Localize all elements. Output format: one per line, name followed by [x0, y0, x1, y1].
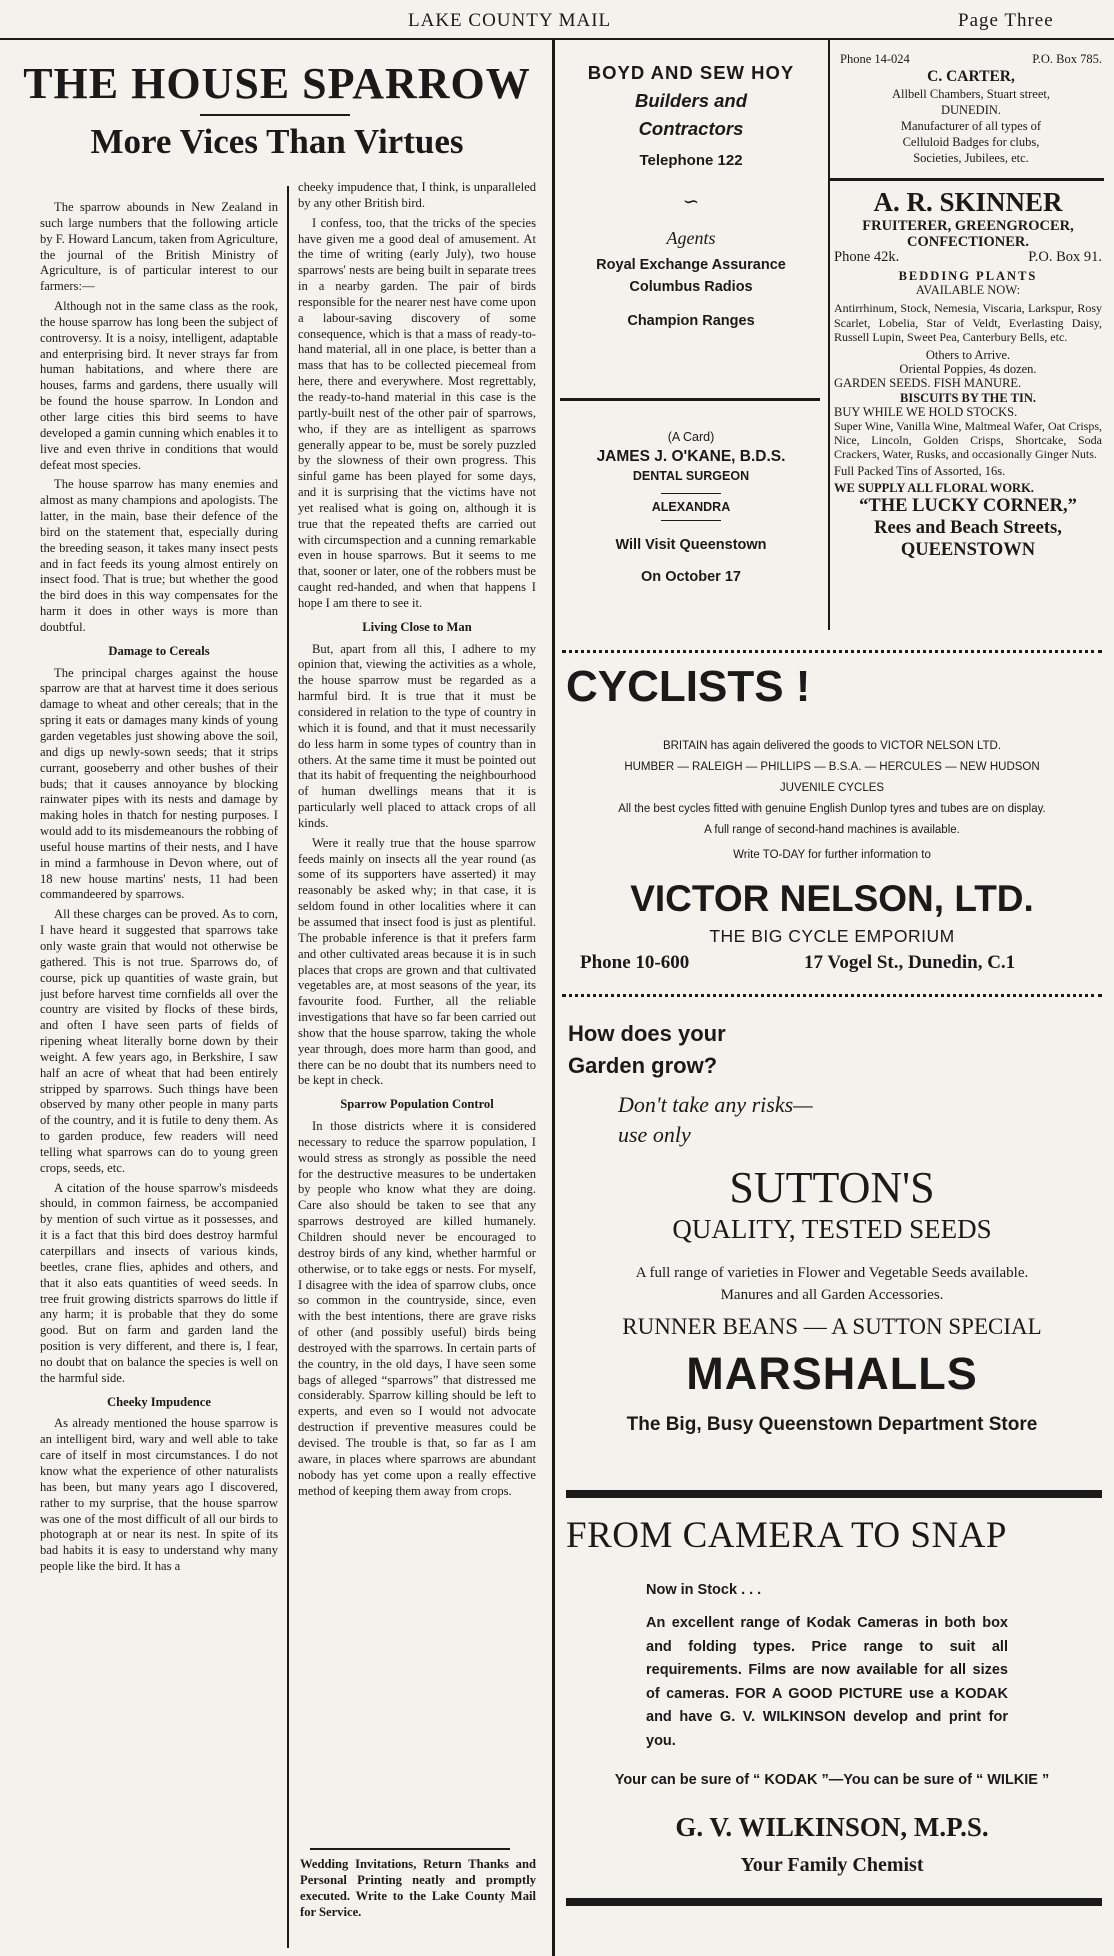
- printing-notice: Wedding Invitations, Return Thanks and Personal Printing neatly and promptly executed. Write to the Lake County Mail for Service.: [300, 1857, 536, 1919]
- okane-card: [556, 430, 826, 585]
- subheading-damage-to-cereals: Damage to Cereals: [108, 643, 210, 658]
- plant-list: Antirrhinum, Stock, Nemesia, Viscaria, Larkspur, Rosy Scarlet, Lobelia, Star of Veldt, Everlasting Daisy, Russell Lupin, Sweet Pea, Canterbury Bells, etc.: [834, 301, 1102, 344]
- available-now: AVAILABLE NOW:: [915, 283, 1021, 298]
- carter-address: Allbell Chambers, Stuart street,: [892, 87, 1050, 101]
- suttons-name: SUTTON'S: [729, 1163, 935, 1212]
- boyd-line-2: Contractors: [638, 118, 744, 139]
- agency-1: Royal Exchange Assurance: [596, 257, 786, 273]
- dentist-role: DENTAL SURGEON: [632, 469, 750, 483]
- paragraph: A citation of the house sparrow's misdeeds should, in common fairness, be accompanied by mention of such virtue as it possesses, and it is a fact that this bird does destroy harmful caterpillars and insects of various kinds, beetles, crane flies, aphides and others, and that it also eats quantities of weed seeds. In tree fruit growing districts sparrows do little if any harm; it is probable that they do some good. But on farm and garden land the position is very different, and there is, I fear, no doubt that on balance the species is well on the harmful side.: [40, 1180, 278, 1385]
- page-number: Page Three: [958, 10, 1054, 31]
- subheading-living-close-to-man: Living Close to Man: [362, 619, 472, 634]
- skinner-line: WE SUPPLY ALL FLORAL WORK.: [834, 480, 1034, 495]
- boyd-rule: [560, 398, 820, 401]
- skinner-line: GARDEN SEEDS. FISH MANURE.: [834, 376, 1022, 391]
- article-column-2: [298, 180, 536, 1840]
- suttons-desc-1: A full range of varieties in Flower and Vegetable Seeds available.: [635, 1265, 1029, 1281]
- suttons-desc-2: Manures and all Garden Accessories.: [720, 1287, 944, 1303]
- risk-line-1: Don't take any risks—: [618, 1092, 813, 1117]
- cyclists-line: BRITAIN has again delivered the goods to VICTOR NELSON LTD.: [662, 740, 1002, 752]
- cyclists-heading: CYCLISTS !: [566, 662, 811, 711]
- cycle-emporium: THE BIG CYCLE EMPORIUM: [709, 926, 955, 946]
- garden-question: [568, 1018, 726, 1082]
- carter-ad: [840, 52, 1102, 166]
- dentist-place: ALEXANDRA: [651, 500, 731, 514]
- subheading-cheeky-impudence: Cheeky Impudence: [107, 1394, 211, 1409]
- biscuit-list: Super Wine, Vanilla Wine, Maltmeal Wafer, Oat Crisps, Nice, Lincoln, Golden Crisps, Shortcake, Soda Crackers, Water, Rusks, and occasionally Ginger Nuts.: [834, 419, 1102, 462]
- risk-line: [618, 1090, 813, 1150]
- paragraph: As already mentioned the house sparrow is an intelligent bird, wary and well able to take care of itself in most circumstances. I do not know what the experience of other naturalists has been, but many years ago I discovered, rather to my surprise, that the house sparrow was one of the most difficult of all our birds to photograph at or near its nest. In spite of its bad habits it is easy to understand why many people like the bird. It has a: [40, 1416, 278, 1574]
- skinner-town: QUEENSTOWN: [900, 540, 1036, 561]
- carter-name: C. CARTER,: [927, 68, 1015, 85]
- paragraph: The sparrow abounds in New Zealand in such large numbers that the following article by F. Howard Lancum, taken from Agriculture, the journal of the British Ministry of Agriculture, is of particular interest to our farmers:—: [40, 200, 278, 294]
- victor-phone: Phone 10-600: [580, 952, 690, 973]
- thick-rule: [566, 1898, 1102, 1906]
- now-in-stock: Now in Stock . . .: [646, 1582, 762, 1598]
- cyclists-brands: HUMBER — RALEIGH — PHILLIPS — B.S.A. — HERCULES — NEW HUDSON: [624, 761, 1040, 773]
- paragraph: In those districts where it is considered necessary to reduce the sparrow population, I would stress as strongly as possible the need for the destructive measures to be undertaken by people who know what they are doing. Care also should be taken to see that any sparrows destroyed are killed humanely. Children should never be encouraged to destroy birds of any kind, whether harmful or otherwise, or to take eggs or nests. For myself, I disagree with the idea of sparrow clubs, once so common in the countryside, since, even with the best intentions, there are grave risks of other (and possibly useful) birds being destroyed with the sparrows. In certain parts of the country, in the old days, I have seen some bags of alleged “sparrows” that distressed me considerably. Sparrow killing should be left to experts, and even so I would not advocate destruction if preventive measures could be devised. The trouble is that, so far as I am aware, in places where sparrows are abundant nobody has yet come upon a really effective method of keeping them away from crops.: [298, 1119, 536, 1498]
- paragraph: The principal charges against the house sparrow are that at harvest time it does serious damage to wheat and other cereals; that in the spring it eats or damages many kinds of young garden vegetables just showing above the soil, and digs up newly-sown seeds; that it strips currant, gooseberry and other bushes of their buds; that it causes annoyance by blocking rainwater pipes with its nests and damage by making holes in thatch for nesting purposes. I would add to its misdemeanours the robbing of useful house martins of their nests, and I have in mind a farmhouse in Devon where, out of 18 new house martins' nests, 11 had been commandeered by sparrows.: [40, 665, 278, 902]
- visit-line: Will Visit Queenstown: [615, 537, 767, 553]
- marshalls-name: MARSHALLS: [686, 1348, 978, 1399]
- carter-box: P.O. Box 785.: [1032, 52, 1102, 66]
- header-rule: [0, 38, 1114, 40]
- column-rule: [287, 186, 289, 1948]
- boyd-telephone: Telephone 122: [639, 152, 743, 169]
- boyd-name: BOYD AND SEW HOY: [587, 62, 795, 83]
- card-divider: [661, 520, 721, 521]
- ad-column-rule: [828, 40, 830, 630]
- paragraph: Were it really true that the house sparrow feeds mainly on insects all the year round (as some of its supporters have asserted) it may reasonably be asked why; in that case, it is seldom found in other localities where it can be assumed that insect food is just as plentiful. The probable inference is that it prefers farm and other cultivated areas because it is in such places that crops are grown and that cultivated vegetables are, at most seasons of the year, its favourite food. Further, all the reliable investigations that have so far been carried out show that the house sparrow, taking the whole year through, does more harm than good, and there can be no doubt that its numbers need to be kept in check.: [298, 835, 536, 1088]
- victor-nelson-name: VICTOR NELSON, LTD.: [630, 878, 1034, 919]
- paragraph: Although not in the same class as the rook, the house sparrow has long been the subject of controversy. It is a noisy, intelligent, adaptable and enterprising bird. It never strays far from human habitations, and where there are houses, farms and gardens, there usually will be found the house sparrow. In London and other large cities this bird seems to have developed a gamin cunning which enables it to live and even thrive in conditions that would defeat most species.: [40, 299, 278, 472]
- skinner-line: Oriental Poppies, 4s dozen.: [899, 362, 1037, 377]
- skinner-line: BUY WHILE WE HOLD STOCKS.: [834, 404, 1018, 419]
- cyclists-line: A full range of second-hand machines is available.: [704, 824, 960, 836]
- notice-rule: [310, 1848, 510, 1850]
- question-line-2: Garden grow?: [568, 1053, 718, 1078]
- paragraph: All these charges can be proved. As to corn, I have heard it suggested that sparrows take only waste grain that would not otherwise be gathered. This is not true. Sparrows do, of course, pick up quantities of waste grain, but just before harvest time cornfields all over the country are visited by flocks of these birds, and often I have seen parts of fields of ripening wheat literally borne down by their weight. A few years ago, in Berkshire, I saw half an acre of wheat that had been entirely stripped by sparrows. Such things have been observed by many other people in many parts of the country, and it is futile to deny them. As to garden produce, few readers will need telling what sparrows can do to young green crops, seeds, etc.: [40, 907, 278, 1175]
- article-title: THE HOUSE SPARROW: [23, 59, 531, 108]
- skinner-line: Others to Arrive.: [925, 348, 1011, 363]
- skinner-phone: Phone 42k.: [834, 249, 900, 265]
- subheading-population-control: Sparrow Population Control: [340, 1097, 494, 1112]
- paragraph: But, apart from all this, I adhere to my opinion that, viewing the activities as a whole, the house sparrow must be regarded as a harmful bird. It is true that it must be considered in relation to the type of country in which it is found, and that it must necessarily do less harm in some types of country than in others. At the same time it must be pointed out that its habit of frequenting the neighbourhood of human dwellings means that it is particularly well placed to attack crops of all kinds.: [298, 641, 536, 830]
- dentist-name: JAMES J. O'KANE, B.D.S.: [596, 448, 786, 465]
- carter-phone: Phone 14-024: [840, 52, 910, 66]
- dotted-rule: [562, 650, 1102, 653]
- wilkinson-name: G. V. WILKINSON, M.P.S.: [675, 1812, 989, 1842]
- marshalls-tagline: The Big, Busy Queenstown Department Store: [626, 1414, 1038, 1435]
- bedding-plants: BEDDING PLANTS: [898, 269, 1038, 283]
- victor-address: 17 Vogel St., Dunedin, C.1: [804, 952, 1016, 973]
- thick-rule: [566, 1490, 1102, 1498]
- lucky-corner: “THE LUCKY CORNER,”: [859, 496, 1077, 517]
- title-divider: [200, 114, 350, 116]
- skinner-trade: CONFECTIONER.: [906, 234, 1030, 250]
- suttons-tagline: QUALITY, TESTED SEEDS: [672, 1214, 992, 1244]
- wilkinson-role: Your Family Chemist: [740, 1854, 924, 1876]
- be-sure-line: Your can be sure of “ KODAK ”—You can be sure of “ WILKIE ”: [614, 1772, 1050, 1788]
- cyclists-line: All the best cycles fitted with genuine English Dunlop tyres and tubes are on display.: [618, 803, 1046, 815]
- agency-2: Columbus Radios: [629, 279, 753, 295]
- cyclists-body: [562, 736, 1102, 866]
- boyd-agents: Agents: [666, 228, 716, 248]
- card-label: (A Card): [667, 430, 715, 444]
- skinner-name: A. R. SKINNER: [873, 187, 1063, 217]
- paragraph: cheeky impudence that, I think, is unparalleled by any other British bird.: [298, 180, 536, 210]
- paragraph: I confess, too, that the tricks of the species have given me a good deal of amusement. At the time of writing (early July), two house sparrows' nests are being built in separate trees in a nearby garden. The pair of birds responsible for the nearer nest have come upon a labour-saving discovery of some consequence, which is that a mass of ready-to-hand material, all in one place, is better than a mass that has to be collected piecemeal from here, there and everywhere. Most regrettably, the ready-to-hand material in this case is the partly-built nest of the other pair of sparrows, who, if they are as intelligent as sparrows generally appear to be, must be sorely puzzled by the slowness of their own progress. This sinful game has been played for some days, and it is surprising that the victims have not yet realised what is going on, although it is true that the repeated thefts are carried out with circumspection and a cunning remarkable even in house sparrows. But it seems to me that, sooner or later, one of the robbers must be caught red-handed, and when that happens I hope I am there to see it.: [298, 215, 536, 610]
- risk-line-2: use only: [618, 1122, 691, 1147]
- camera-heading: FROM CAMERA TO SNAP: [566, 1515, 1007, 1556]
- skinner-streets: Rees and Beach Streets,: [874, 518, 1062, 539]
- skinner-box: P.O. Box 91.: [1028, 249, 1102, 265]
- carter-rule: [830, 178, 1104, 181]
- skinner-line: BISCUITS BY THE TIN.: [900, 390, 1036, 405]
- paragraph: The house sparrow has many enemies and almost as many champions and apologists. The latter, in the main, base their defence of the bird on the statement that, especially during the breeding season, it takes many insect pests and in fact feeds its young almost entirely on insect food. That is true; but whether the good the bird does in this way compensates for the harm it does in other ways is more than doubtful.: [40, 477, 278, 634]
- cyclists-line: JUVENILE CYCLES: [779, 782, 885, 794]
- question-line-1: How does your: [568, 1021, 726, 1046]
- dotted-rule: [562, 994, 1102, 997]
- boyd-ad: [556, 62, 826, 329]
- camera-body: An excellent range of Kodak Cameras in both box and folding types. Price range to suit all requirements. Films are now available for all sizes of cameras. FOR A GOOD PICTURE use a KODAK and have G. V. WILKINSON develop and print for you.: [646, 1615, 1008, 1749]
- carter-desc: Manufacturer of all types of: [900, 119, 1042, 133]
- paper-name: LAKE COUNTY MAIL: [408, 10, 612, 31]
- article-column-1: [40, 200, 278, 1945]
- runner-beans: RUNNER BEANS — A SUTTON SPECIAL: [622, 1314, 1042, 1339]
- ornament-icon: ∽: [682, 191, 700, 213]
- visit-date: On October 17: [641, 569, 741, 585]
- carter-desc: Celluloid Badges for clubs,: [902, 135, 1040, 149]
- carter-city: DUNEDIN.: [940, 103, 1002, 117]
- suttons-desc: [562, 1262, 1102, 1306]
- skinner-trade: FRUITERER, GREENGROCER,: [862, 218, 1074, 234]
- article-subtitle: More Vices Than Virtues: [90, 122, 464, 161]
- card-divider: [661, 493, 721, 494]
- boyd-line-1: Builders and: [634, 90, 748, 111]
- cyclists-line: Write TO-DAY for further information to: [733, 849, 931, 861]
- skinner-line: Full Packed Tins of Assorted, 16s.: [834, 463, 1006, 478]
- skinner-ad: [834, 186, 1102, 561]
- page-divider: [552, 40, 555, 1956]
- carter-desc: Societies, Jubilees, etc.: [913, 151, 1029, 165]
- agency-3: Champion Ranges: [627, 313, 755, 329]
